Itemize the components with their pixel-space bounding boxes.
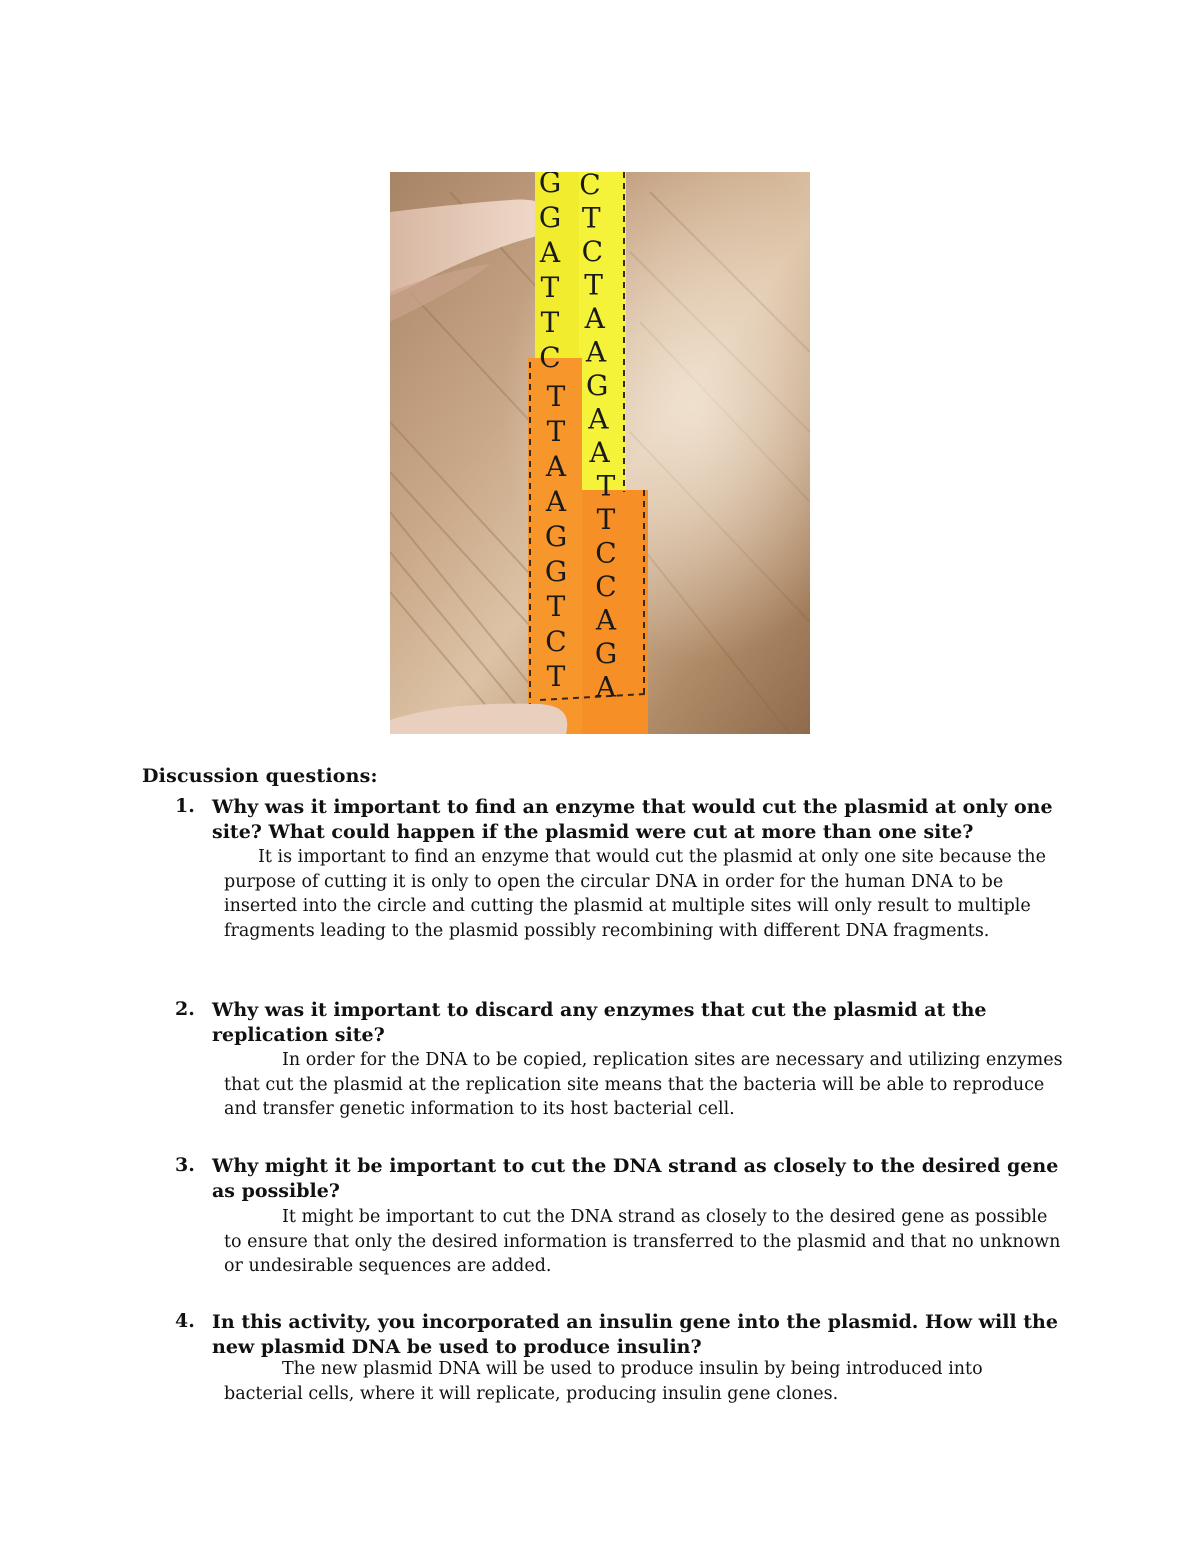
right-strip-letter: A <box>589 436 610 469</box>
question-number: 1. <box>175 795 195 817</box>
left-strip-letter: T <box>546 380 566 413</box>
left-strip-letter: T <box>546 590 566 623</box>
right-strip-letter: G <box>594 637 618 670</box>
answer-text: It is important to find an enzyme that would cut the plasmid at only one site because the purpose of cutting it is only to open the circular DNA in order for the human DNA to be inserted into the circle and cutting the plasmid at multiple sites will only result to multiple fragments leading to the plasmid possibly recombining with different DNA fragments. <box>224 847 1046 941</box>
right-strip-letter: T <box>596 503 616 536</box>
left-strip-letter: T <box>540 306 560 339</box>
right-strip-letter: C <box>579 172 601 201</box>
left-strip-letter: A <box>539 236 561 269</box>
left-strip-letter: T <box>546 415 566 448</box>
question-number: 4. <box>175 1310 195 1332</box>
question-text: Why was it important to find an enzyme that would cut the plasmid at only one site? What could happen if the plasmid were cut at more than one site? <box>212 796 1053 843</box>
right-strip-letter: T <box>581 201 601 235</box>
question-number: 3. <box>175 1154 195 1176</box>
right-strip-letter: C <box>595 570 617 603</box>
question-text: Why was it important to discard any enzymes that cut the plasmid at the replication site? <box>212 999 987 1046</box>
question-text: In this activity, you incorporated an insulin gene into the plasmid. How will the new plasmid DNA be used to produce insulin? <box>212 1311 1058 1358</box>
question-text: Why might it be important to cut the DNA strand as closely to the desired gene as possible? <box>212 1155 1059 1202</box>
right-strip-letter: G <box>586 369 609 402</box>
left-strip-letter: T <box>540 271 560 304</box>
right-strip-letter: T <box>584 268 603 302</box>
left-strip-letter: C <box>539 341 561 374</box>
left-strip-letter: G <box>538 172 562 199</box>
right-strip-letter: A <box>584 302 605 335</box>
right-strip-letter: C <box>581 235 604 268</box>
left-strip-letter: A <box>545 485 567 518</box>
left-strip-letter: G <box>544 555 568 588</box>
left-strip-letter: G <box>538 201 562 234</box>
answer-text: In order for the DNA to be copied, replication sites are necessary and utilizing enzymes that cut the plasmid at the replication site means that the bacteria will be able to reproduce and transfer genetic information to its host bacterial cell. <box>224 1050 1063 1119</box>
discussion-heading: Discussion questions: <box>142 765 378 787</box>
left-strip-letter: G <box>544 520 568 553</box>
dna-strips-photo <box>390 172 810 734</box>
right-strip-letter: T <box>596 469 616 503</box>
right-strip-letter: A <box>588 402 609 436</box>
left-strip-letter: T <box>546 660 566 693</box>
right-strip-letter: A <box>595 670 617 704</box>
left-strip-letter: C <box>545 625 567 658</box>
answer-text: The new plasmid DNA will be used to produce insulin by being introduced into bacterial cells, where it will replicate, producing insulin gene clones. <box>224 1359 983 1404</box>
right-strip-letter: C <box>595 536 617 570</box>
question-number: 2. <box>175 998 195 1020</box>
right-strip-letter: A <box>585 335 607 369</box>
left-strip-letter: A <box>545 450 567 483</box>
right-strip-letter: A <box>595 603 617 637</box>
answer-text: It might be important to cut the DNA strand as closely to the desired gene as possible to ensure that only the desired information is transferred to the plasmid and that no unknown or undesirable sequences are added. <box>224 1207 1061 1276</box>
